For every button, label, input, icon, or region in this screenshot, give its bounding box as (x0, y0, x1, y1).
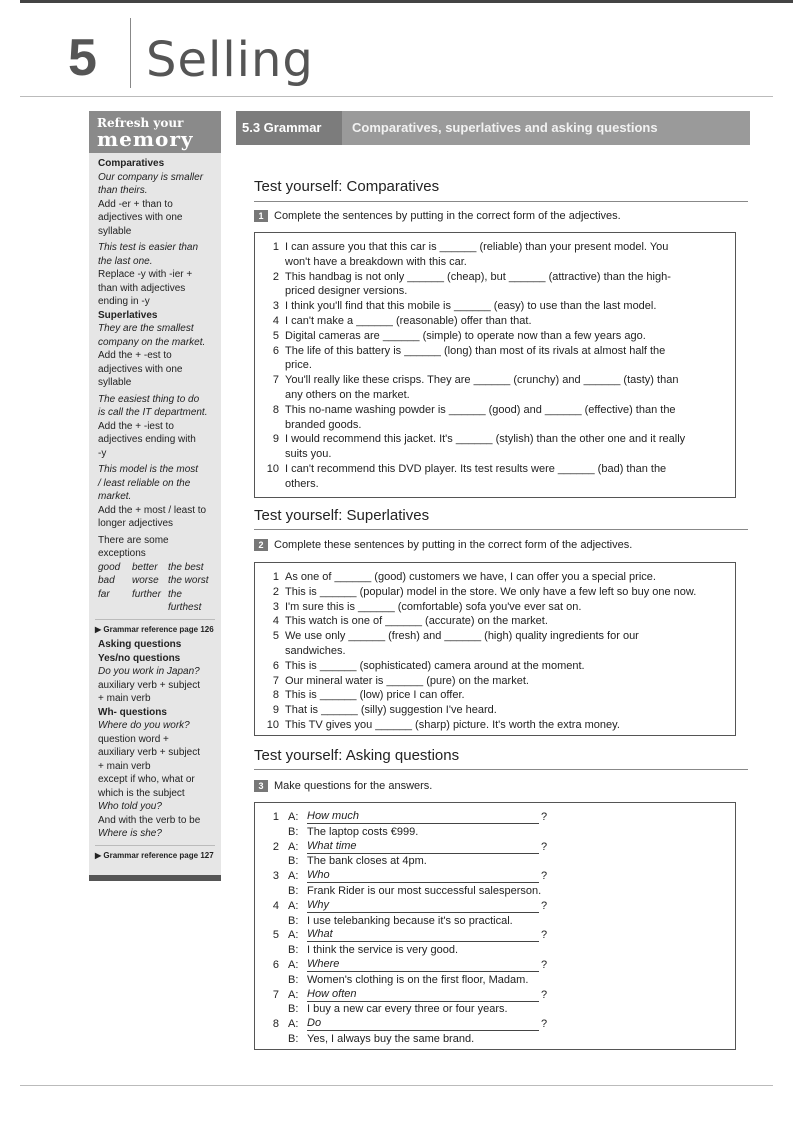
sidebar-banner-line2: memory (97, 127, 194, 151)
exception-word: the worst (168, 575, 209, 586)
question-answer-line[interactable]: How much (307, 810, 539, 824)
item-number: 4 (272, 615, 279, 628)
speaker-a-label: A: (288, 929, 299, 942)
ex3-title: Test yourself: Asking questions (254, 747, 460, 764)
speaker-b-label: B: (288, 885, 299, 897)
sidebar-line: Wh- questions (98, 706, 167, 718)
speaker-b-label: B: (288, 1033, 299, 1045)
item-line: The life of this battery is ______ (long) than most of its rivals at almost half the (285, 344, 666, 357)
item-number: 8 (272, 689, 279, 702)
sidebar-line: Do you work in Japan? (98, 666, 200, 677)
ex3-number-badge: 3 (254, 780, 268, 792)
sidebar-line: longer adjectives (98, 518, 174, 529)
item-number: 6 (272, 344, 279, 357)
item-number: 9 (272, 433, 279, 446)
question-answer-line[interactable]: Where (307, 958, 539, 972)
item-number: 1 (272, 811, 279, 823)
unit-title: Selling (146, 32, 314, 88)
item-line: won't have a breakdown with this car. (285, 255, 467, 268)
question-answer-line[interactable]: How often (307, 988, 539, 1002)
question-answer-line[interactable]: What (307, 928, 539, 942)
ex3-rule (254, 769, 748, 770)
sidebar-line: auxiliary verb + subject (98, 679, 200, 691)
footer-rule (20, 1085, 773, 1086)
grammar-reference-label: Grammar reference page 126 (103, 624, 214, 634)
item-text (285, 718, 725, 733)
item-text (285, 299, 725, 314)
sidebar-line: than with adjectives (98, 282, 186, 294)
speaker-b-label: B: (288, 944, 299, 957)
sidebar-line: Replace -y with -ier + (98, 269, 193, 280)
answer-text: Frank Rider is our most successful salesperson. (307, 885, 542, 897)
sidebar-line: The easiest thing to do (98, 393, 200, 405)
sidebar-line: company on the market. (98, 336, 206, 348)
item-number: 4 (272, 899, 279, 912)
sidebar-line: This test is easier than (98, 242, 199, 253)
ex2-rule (254, 529, 748, 530)
item-line: Our mineral water is ______ (pure) on the market. (285, 674, 529, 687)
item-text (285, 570, 725, 585)
item-line: This is ______ (sophisticated) camera around at the moment. (285, 659, 585, 672)
ex3-instruction-row (254, 780, 432, 792)
item-line: branded goods. (285, 418, 362, 431)
item-line: We use only ______ (fresh) and ______ (high) quality ingredients for our (285, 630, 639, 643)
exception-word: further (132, 588, 161, 600)
speaker-a-label: A: (288, 959, 299, 971)
sidebar-line: Who told you? (98, 801, 162, 812)
sidebar-line: adjectives with one (98, 363, 183, 375)
sidebar-question-notes (98, 638, 215, 841)
sidebar-line: Where is she? (98, 828, 162, 839)
header-rule (20, 96, 773, 97)
item-number: 5 (272, 329, 279, 342)
sidebar-line: This model is the most (98, 464, 199, 475)
unit-number: 5 (68, 29, 97, 87)
item-number: 1 (272, 571, 279, 583)
question-mark: ? (541, 929, 548, 942)
exception-word (132, 601, 168, 615)
sidebar-line: Yes/no questions (98, 652, 181, 664)
exception-word: bad (98, 575, 115, 586)
item-number: 3 (272, 600, 279, 613)
speaker-a-label: A: (288, 1018, 299, 1031)
item-number: 9 (272, 704, 279, 717)
item-text (285, 344, 725, 374)
item-line: price. (285, 359, 312, 372)
sidebar-line: + main verb (98, 760, 151, 772)
unit-divider (130, 18, 131, 88)
item-line: This no-name washing powder is ______ (good) and ______ (effective) than the (285, 403, 676, 416)
sidebar-line: ending in -y (98, 296, 150, 307)
item-line: This is ______ (low) price I can offer. (285, 689, 465, 702)
item-number: 1 (272, 241, 279, 253)
question-answer-line[interactable]: Who (307, 869, 539, 883)
question-mark: ? (541, 870, 548, 883)
ex1-instruction-row (254, 210, 621, 222)
speaker-a-label: A: (288, 811, 299, 823)
item-line: others. (285, 477, 319, 490)
sidebar-line: Our company is smaller (98, 171, 204, 183)
speaker-b-label: B: (288, 855, 299, 868)
speaker-a-label: A: (288, 899, 299, 912)
ex2-instruction-row (254, 539, 632, 551)
ex1-number-badge: 1 (254, 210, 268, 222)
sidebar-line: + main verb (98, 693, 151, 704)
speaker-a-label: A: (288, 840, 299, 853)
item-line: I'm sure this is ______ (comfortable) sofa you've ever sat on. (285, 600, 582, 613)
ex2-box (254, 562, 736, 736)
sidebar-line: is call the IT department. (98, 407, 208, 418)
sidebar-line: question word + (98, 733, 169, 745)
ex2-title: Test yourself: Superlatives (254, 507, 430, 524)
item-number: 7 (272, 988, 279, 1001)
sidebar-line: exceptions (98, 548, 146, 559)
item-text (285, 629, 725, 659)
item-number: 6 (272, 659, 279, 672)
item-line: That is ______ (silly) suggestion I've heard. (285, 704, 497, 717)
grammar-reference-link-127[interactable]: ▶ Grammar reference page 127 (95, 845, 215, 863)
answer-text: I use telebanking because it's so practical. (307, 914, 513, 927)
sidebar-line: syllable (98, 377, 132, 388)
grammar-reference-link-126[interactable]: ▶ Grammar reference page 126 (95, 619, 215, 637)
answer-text: Yes, I always buy the same brand. (307, 1033, 475, 1045)
item-line: sandwiches. (285, 644, 346, 657)
sidebar-line: They are the smallest (98, 323, 194, 334)
top-rule (20, 0, 793, 3)
question-mark: ? (541, 1018, 548, 1031)
item-text (285, 585, 725, 600)
item-line: You'll really like these crisps. They are ______ (crunchy) and ______ (tasty) than (285, 374, 679, 387)
item-number: 6 (272, 959, 279, 971)
sidebar-body (89, 153, 221, 862)
item-text (285, 432, 725, 462)
item-number: 8 (272, 403, 279, 416)
exception-word: worse (132, 575, 159, 586)
item-number: 10 (266, 719, 279, 731)
sidebar-line: / least reliable on the (98, 477, 191, 489)
sidebar-line: There are some (98, 534, 169, 546)
item-number: 2 (272, 840, 279, 853)
ex2-instruction: Complete these sentences by putting in the correct form of the adjectives. (274, 539, 633, 551)
speaker-b-label: B: (288, 825, 299, 838)
exception-word: the (168, 588, 182, 600)
question-mark: ? (541, 811, 548, 823)
speaker-a-label: A: (288, 870, 299, 883)
item-line: I can't recommend this DVD player. Its test results were ______ (bad) than the (285, 463, 667, 475)
answer-text: I buy a new car every three or four years. (307, 1003, 508, 1016)
item-line: This is ______ (popular) model in the store. We only have a few left so buy one now. (285, 585, 697, 598)
speaker-b-label: B: (288, 914, 299, 927)
sidebar-footer-bar (89, 875, 221, 881)
sidebar-line: than theirs. (98, 185, 148, 196)
sidebar-grammar-notes (98, 157, 215, 561)
sidebar-line: Superlatives (98, 309, 158, 321)
sidebar-line: auxiliary verb + subject (98, 747, 200, 758)
question-mark: ? (541, 988, 548, 1001)
section-label: 5.3 Grammar (242, 120, 322, 135)
ex1-title: Test yourself: Comparatives (254, 178, 440, 195)
exception-word: furthest (168, 602, 202, 613)
sidebar-line: adjectives with one (98, 212, 183, 223)
sidebar-line: Add the + -iest to (98, 420, 174, 432)
speaker-b-label: B: (288, 1003, 299, 1016)
item-number: 3 (272, 300, 279, 313)
item-text (285, 462, 725, 492)
sidebar-line: syllable (98, 225, 132, 237)
sidebar-line: Asking questions (98, 639, 182, 650)
item-number: 7 (272, 674, 279, 687)
answer-text: Women's clothing is on the first floor, Madam. (307, 973, 529, 986)
sidebar-line: except if who, what or (98, 774, 195, 785)
item-line: I can't make a ______ (reasonable) offer than that. (285, 315, 532, 327)
item-text (285, 703, 725, 718)
sidebar-line: Comparatives (98, 158, 165, 169)
ex1-box (254, 232, 736, 498)
answer-text: I think the service is very good. (307, 944, 459, 957)
item-line: I would recommend this jacket. It's ______ (stylish) than the other one and it really (285, 433, 686, 446)
exception-word: better (132, 561, 158, 573)
sidebar-line: -y (98, 447, 107, 459)
item-line: priced designer versions. (285, 285, 408, 298)
item-number: 5 (272, 929, 279, 942)
item-text (285, 600, 725, 615)
item-line: I can assure you that this car is ______ (reliable) than your present model. You (285, 241, 669, 253)
ex3-instruction: Make questions for the answers. (274, 780, 433, 792)
exception-word: good (98, 561, 121, 573)
item-line: Digital cameras are ______ (simple) to operate now than a few years ago. (285, 329, 646, 342)
item-line: This TV gives you ______ (sharp) picture. It's worth the extra money. (285, 719, 620, 731)
sidebar-line: Where do you work? (98, 720, 190, 731)
item-text (285, 329, 725, 344)
sidebar-line: Add the + -est to (98, 350, 172, 361)
item-text (285, 403, 725, 433)
item-line: I think you'll find that this mobile is ______ (easy) to use than the last model. (285, 300, 657, 313)
answer-text: The bank closes at 4pm. (307, 855, 427, 868)
item-text (285, 314, 725, 329)
answer-text: The laptop costs €999. (307, 825, 419, 838)
item-line: As one of ______ (good) customers we have, I can offer you a special price. (285, 571, 656, 583)
speaker-b-label: B: (288, 973, 299, 986)
ex2-number-badge: 2 (254, 539, 268, 551)
question-mark: ? (541, 840, 548, 853)
item-number: 4 (272, 315, 279, 327)
item-text (285, 688, 725, 703)
item-text (285, 270, 725, 300)
question-answer-line[interactable]: Why (307, 899, 539, 913)
item-number: 5 (272, 630, 279, 643)
sidebar-line: adjectives ending with (98, 434, 196, 445)
sidebar-line: market. (98, 491, 132, 502)
exception-word: the best (168, 561, 204, 573)
item-line: This handbag is not only ______ (cheap), but ______ (attractive) than the high- (285, 270, 671, 283)
item-line: any others on the market. (285, 388, 410, 401)
item-number: 8 (272, 1018, 279, 1031)
item-number: 7 (272, 374, 279, 387)
question-answer-line[interactable]: What time (307, 840, 539, 854)
item-number: 3 (272, 870, 279, 883)
item-text (285, 614, 725, 629)
question-mark: ? (541, 899, 548, 912)
question-mark: ? (541, 959, 548, 971)
sidebar-line: Add the + most / least to (98, 504, 207, 516)
item-number: 2 (272, 585, 279, 598)
sidebar-line: Add -er + than to (98, 198, 173, 210)
sidebar-banner (89, 111, 221, 153)
item-text (285, 674, 725, 689)
item-text (285, 373, 725, 403)
sidebar-line: And with the verb to be (98, 814, 201, 826)
speaker-a-label: A: (288, 988, 299, 1001)
question-answer-line[interactable]: Do (307, 1017, 539, 1031)
exception-word: far (98, 588, 110, 600)
sidebar-banner-line1: Refresh your (97, 116, 184, 130)
item-text (285, 240, 725, 270)
item-line: suits you. (285, 448, 332, 461)
ex3-box (254, 802, 736, 1050)
sidebar-line: which is the subject (98, 787, 185, 799)
sidebar-line: the last one. (98, 255, 153, 267)
refresh-memory-sidebar (89, 111, 221, 881)
ex1-instruction: Complete the sentences by putting in the correct form of the adjectives. (274, 210, 621, 222)
exception-word (98, 601, 132, 615)
item-number: 10 (266, 463, 279, 475)
item-number: 2 (272, 270, 279, 283)
section-topic: Comparatives, superlatives and asking questions (352, 120, 658, 135)
item-line: This watch is one of ______ (accurate) on the market. (285, 615, 548, 628)
grammar-reference-label: Grammar reference page 127 (103, 850, 214, 860)
item-text (285, 659, 725, 674)
ex1-rule (254, 201, 748, 202)
exceptions-table (98, 561, 215, 615)
section-banner (236, 111, 750, 145)
